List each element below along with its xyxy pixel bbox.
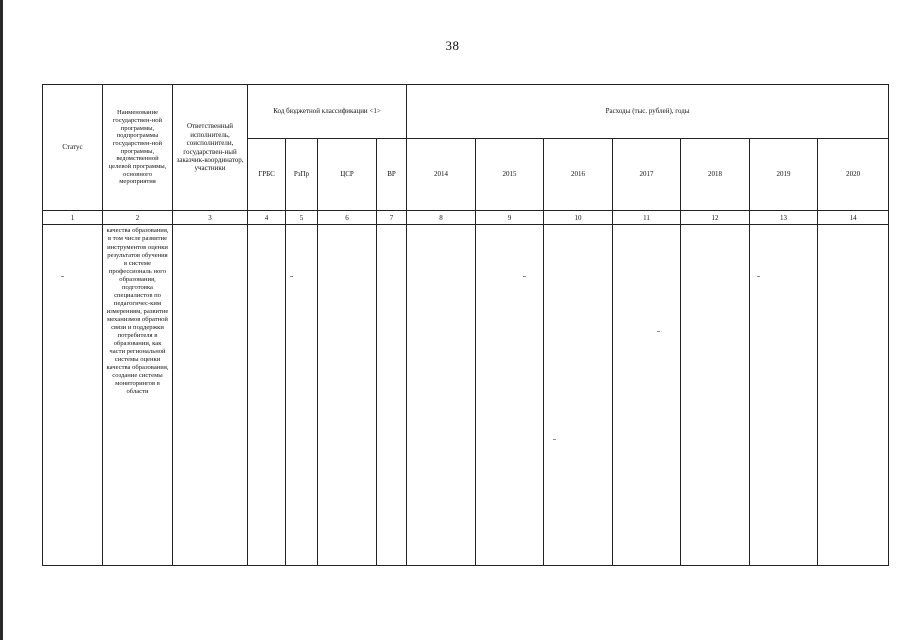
header-grbs: ГРБС [248,138,286,211]
row-2014 [407,225,476,566]
header-year-2020: 2020 [818,138,889,211]
scan-speck [657,331,660,332]
header-year-2019: 2019 [750,138,818,211]
scan-speck [553,439,556,440]
budget-table [42,84,889,566]
header-vr: ВР [377,138,407,211]
header-csr: ЦСР [318,138,377,211]
table-row [43,225,889,566]
column-number: 1 [43,211,103,225]
row-2015 [476,225,544,566]
row-vr [377,225,407,566]
header-status: Статус [43,85,103,211]
column-number: 6 [318,211,377,225]
header-row-1 [43,85,889,139]
scan-speck [61,276,64,277]
column-number: 12 [681,211,750,225]
header-expenses-group: Расходы (тыс. рублей), годы [407,85,889,139]
row-2020 [818,225,889,566]
row-name: качества образования, в том числе развитие инструментов оценки результатов обучения в системе профессиональ ного образования, подготовка специалистов по педагогичес-ким измерениям, развитие механизмов обратной связи и поддержки потребителя в образовании, как части региональной системы оценки качества образования, создание системы мониторингов в области [103,225,173,566]
column-number: 3 [173,211,248,225]
header-year-2017: 2017 [613,138,681,211]
header-year-2018: 2018 [681,138,750,211]
column-number: 5 [286,211,318,225]
header-executor: Ответственный исполнитель, соисполнители, государствен-ный заказчик-координатор, участники [173,85,248,211]
page-left-edge [0,0,3,640]
column-number-row [43,211,889,225]
header-name: Наименование государствен-ной программы, подпрограммы государствен-ной программы, ведомственной целевой программы, основного мероприятия [103,85,173,211]
row-executor [173,225,248,566]
header-year-2015: 2015 [476,138,544,211]
row-csr [318,225,377,566]
column-number: 9 [476,211,544,225]
header-year-2016: 2016 [544,138,613,211]
header-rzpr: РзПр [286,138,318,211]
scan-speck [757,276,760,277]
header-year-2014: 2014 [407,138,476,211]
page-number: 38 [445,38,460,53]
row-status [43,225,103,566]
column-number: 14 [818,211,889,225]
column-number: 4 [248,211,286,225]
column-number: 2 [103,211,173,225]
row-2017 [613,225,681,566]
scan-speck [290,276,293,277]
header-budget-code-group: Код бюджетной классификации <1> [248,85,407,139]
row-2016 [544,225,613,566]
scan-speck [523,276,526,277]
column-number: 10 [544,211,613,225]
row-grbs [248,225,286,566]
column-number: 11 [613,211,681,225]
column-number: 7 [377,211,407,225]
row-2018 [681,225,750,566]
column-number: 8 [407,211,476,225]
column-number: 13 [750,211,818,225]
